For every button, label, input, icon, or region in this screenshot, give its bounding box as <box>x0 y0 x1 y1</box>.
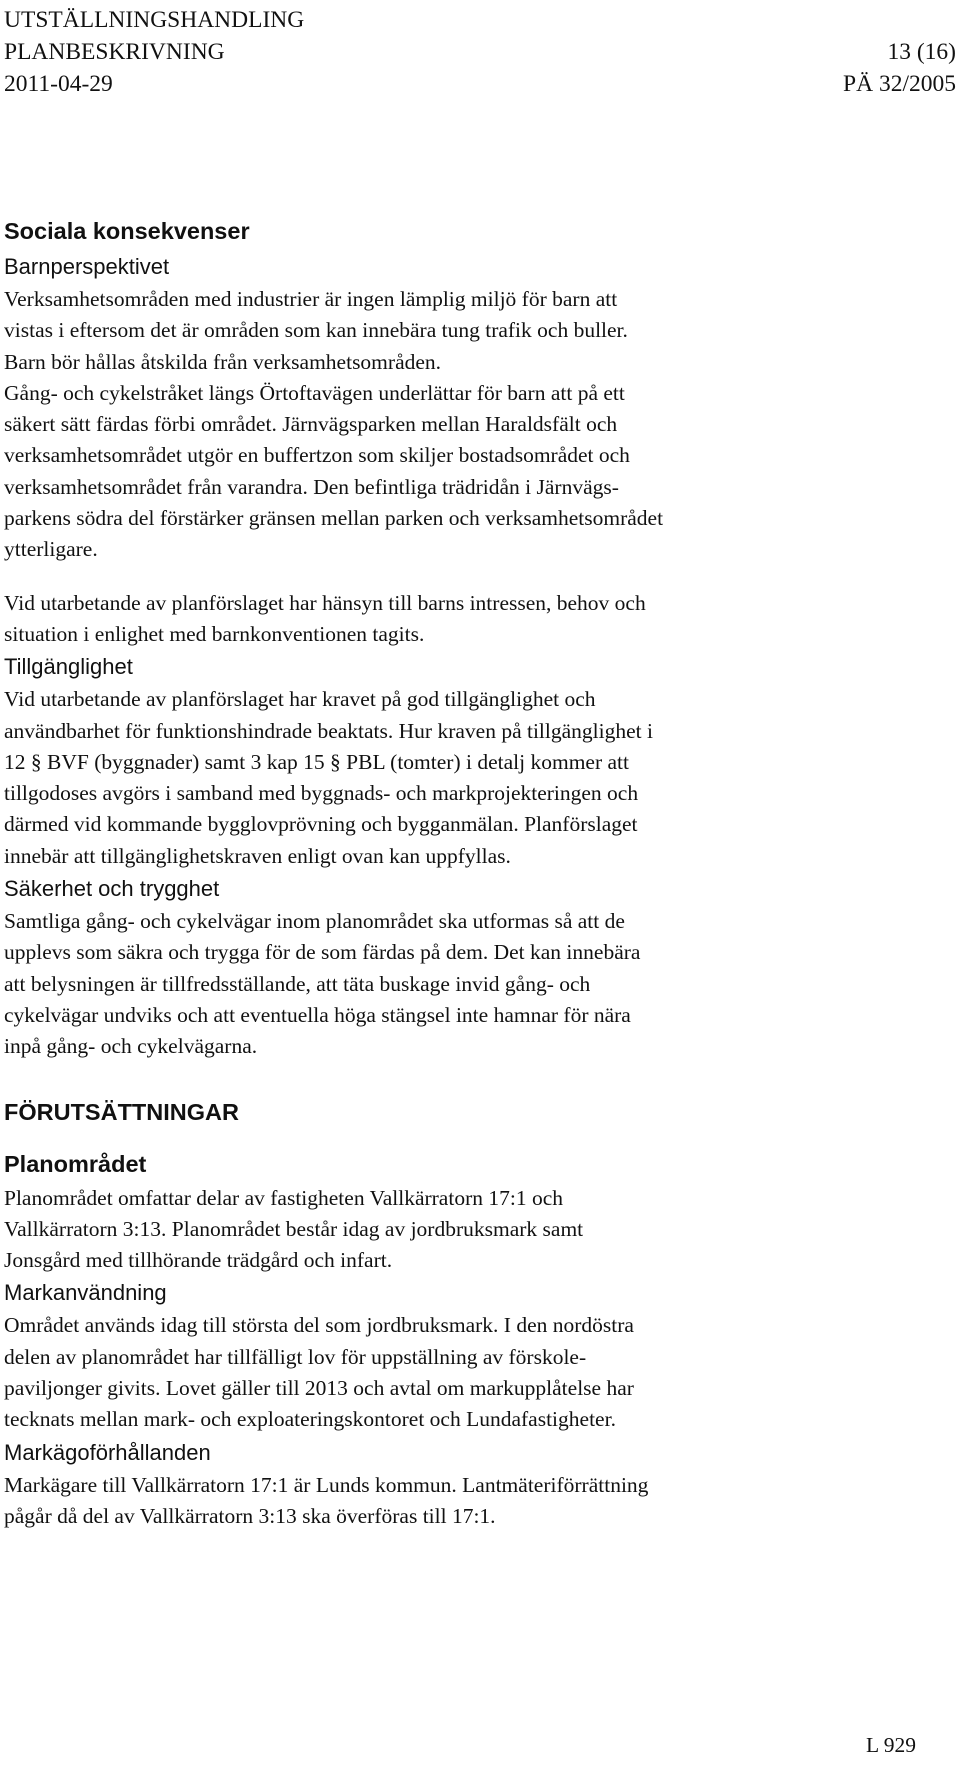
document-body <box>4 212 854 1532</box>
heading-sociala-konsekvenser: Sociala konsekvenser <box>4 218 250 244</box>
text-line: 12 § BVF (byggnader) samt 3 kap 15 § PBL (tomter) i detalj kommer att <box>4 749 629 774</box>
text-line: verksamhetsområdet från varandra. Den befintliga trädridån i Järnvägs- <box>4 474 619 499</box>
text-line: Området används idag till största del som jordbruksmark. I den nordöstra <box>4 1313 634 1338</box>
text-line: pågår då del av Vallkärratorn 3:13 ska överföras till 17:1. <box>4 1503 496 1528</box>
paragraph-tillganglighet <box>4 684 854 872</box>
document-reference: PÄ 32/2005 <box>843 71 956 97</box>
page-number: 13 (16) <box>887 39 956 65</box>
text-line: Markägare till Vallkärratorn 17:1 är Lunds kommun. Lantmäteriförrättning <box>4 1472 649 1497</box>
text-line: Planområdet omfattar delar av fastigheten Vallkärratorn 17:1 och <box>4 1185 563 1210</box>
text-line: Vid utarbetande av planförslaget har hänsyn till barns intressen, behov och <box>4 590 646 615</box>
document-status-header <box>4 4 956 36</box>
text-line: ytterligare. <box>4 537 98 562</box>
document-date: 2011-04-29 <box>4 71 113 97</box>
text-line: upplevs som säkra och trygga för de som färdas på dem. Det kan innebära <box>4 940 641 965</box>
text-line: Jonsgård med tillhörande trädgård och infart. <box>4 1248 393 1273</box>
text-line: cykelvägar undviks och att eventuella höga stängsel inte hamnar för nära <box>4 1002 631 1027</box>
text-line: paviljonger givits. Lovet gäller till 2013 och avtal om markupplåtelse har <box>4 1376 634 1401</box>
page-code: L 929 <box>866 1733 916 1757</box>
heading-planomradet: Planområdet <box>4 1150 147 1177</box>
text-line: Gång- och cykelstråket längs Örtoftavägen underlättar för barn att på ett <box>4 380 625 405</box>
text-line: Barn bör hållas åtskilda från verksamhetsområden. <box>4 349 442 374</box>
text-line: situation i enlighet med barnkonventionen tagits. <box>4 621 425 646</box>
paragraph-barnperspektivet-2 <box>4 588 854 651</box>
text-line: vistas i eftersom det är områden som kan innebära tung trafik och buller. <box>4 318 628 343</box>
heading-tillganglighet: Tillgänglighet <box>4 654 133 680</box>
text-line: tillgodoses avgörs i samband med byggnads- och markprojekteringen och <box>4 781 639 806</box>
text-line: verksamhetsområdet utgör en buffertzon som skiljer bostadsområdet och <box>4 443 630 468</box>
text-line: parkens södra del förstärker gränsen mellan parken och verksamhetsområdet <box>4 506 664 531</box>
paragraph-sakerhet <box>4 906 854 1062</box>
text-line: Vallkärratorn 3:13. Planområdet består idag av jordbruksmark samt <box>4 1216 584 1241</box>
heading-barnperspektivet: Barnperspektivet <box>4 254 170 279</box>
text-line: tecknats mellan mark- och exploateringskontoret och Lundafastigheter. <box>4 1407 616 1432</box>
paragraph-markagoforhallanden <box>4 1470 854 1533</box>
document-status: UTSTÄLLNINGSHANDLING <box>4 7 305 33</box>
text-line: delen av planområdet har tillfälligt lov för uppställning av förskole- <box>4 1344 587 1369</box>
paragraph-markanvandning <box>4 1310 854 1435</box>
text-line: Vid utarbetande av planförslaget har kravet på god tillgänglighet och <box>4 687 596 712</box>
text-line: att belysningen är tillfredsställande, att täta buskage invid gång- och <box>4 971 591 996</box>
heading-markanvandning: Markanvändning <box>4 1280 167 1306</box>
text-line: säkert sätt färdas förbi området. Järnvägsparken mellan Haraldsfält och <box>4 412 618 437</box>
document-type: PLANBESKRIVNING <box>4 39 225 65</box>
text-line: Verksamhetsområden med industrier är ingen lämplig miljö för barn att <box>4 287 618 311</box>
text-line: därmed vid kommande bygglovprövning och bygganmälan. Planförslaget <box>4 812 638 837</box>
paragraph-barnperspektivet-1 <box>4 284 854 566</box>
text-line: innebär att tillgänglighetskraven enligt ovan kan uppfyllas. <box>4 843 511 868</box>
document-type-header <box>4 36 956 68</box>
text-line: inpå gång- och cykelvägarna. <box>4 1034 258 1059</box>
text-line: Samtliga gång- och cykelvägar inom planområdet ska utformas så att de <box>4 909 625 934</box>
heading-forutsattningar: FÖRUTSÄTTNINGAR <box>4 1098 239 1125</box>
heading-sakerhet-och-trygghet: Säkerhet och trygghet <box>4 876 220 902</box>
heading-markagoforhallanden: Markägoförhållanden <box>4 1439 211 1465</box>
text-line: användbarhet för funktionshindrade beaktats. Hur kraven på tillgänglighet i <box>4 718 653 743</box>
paragraph-planomradet <box>4 1183 854 1277</box>
document-date-header <box>4 68 956 100</box>
